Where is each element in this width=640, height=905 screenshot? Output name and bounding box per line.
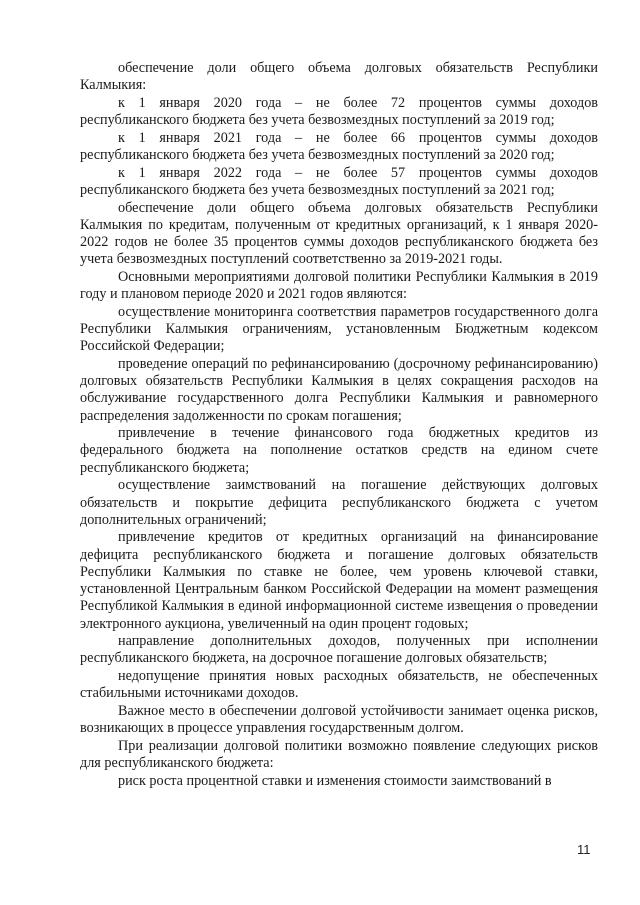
paragraph-monitoring: осуществление мониторинга соответствия параметров государственного долга Республики Калмыкия ограничениям, установленным Бюджетным кодексом Российской Федерации; [80,303,598,355]
paragraph-budget-credits: привлечение в течение финансового года бюджетных кредитов из федерального бюджета на пополнение остатков средств на едином счете республиканского бюджета; [80,425,598,476]
paragraph-debt-share: обеспечение доли общего объема долговых обязательств Республики Калмыкия: [80,60,598,94]
paragraph-risks-intro: При реализации долговой политики возможно появление следующих рисков для республиканского бюджета: [80,737,598,772]
paragraph-refinancing: проведение операций по рефинансированию (досрочному рефинансированию) долговых обязательств Республики Калмыкия в целях сокращения расходов на обслуживание государственного долга Республики Калмыкия и равномерного распределения задолженности по срокам погашения; [80,355,598,424]
paragraph-bank-credits: привлечение кредитов от кредитных организаций на финансирование дефицита республиканского бюджета и погашение долговых обязательств Республики Калмыкия по ставке не более, чем уровень ключевой ставки, установленной Центральным банком Российской Федерации на момент размещения Республикой Калмыкия в единой информационной системе извещения о проведении электронного аукциона, увеличенный на один процент годовых; [80,529,598,632]
paragraph-limit-2020: к 1 января 2020 года – не более 72 процентов суммы доходов республиканского бюджета без учета безвозмездных поступлений за 2019 год; [80,94,598,129]
paragraph-additional-revenue: направление дополнительных доходов, полученных при исполнении республиканского бюджета, на досрочное погашение долговых обязательств; [80,633,598,667]
page-number: 11 [577,842,591,857]
paragraph-borrowings: осуществление заимствований на погашение действующих долговых обязательств и покрытие дефицита республиканского бюджета с учетом дополнительных ограничений; [80,477,598,528]
paragraph-interest-rate-risk: риск роста процентной ставки и изменения стоимости заимствований в [118,772,552,789]
paragraph-limit-2022: к 1 января 2022 года – не более 57 процентов суммы доходов республиканского бюджета без учета безвозмездных поступлений за 2021 год; [80,164,598,198]
body-text [80,60,598,791]
paragraph-limit-2021: к 1 января 2021 года – не более 66 процентов суммы доходов республиканского бюджета без учета безвозмездных поступлений за 2020 год; [80,129,598,164]
paragraph-credit-share: обеспечение доли общего объема долговых обязательств Республики Калмыкия по кредитам, полученным от кредитных организаций, к 1 января 2020-2022 годов не более 35 процентов суммы доходов республиканского бюджета без учета безвозмездных поступлений соответственно за 2019-2021 годы. [80,199,598,268]
paragraph-main-measures: Основными мероприятиями долговой политики Республики Калмыкия в 2019 году и плановом периоде 2020 и 2021 годов являются: [80,268,598,303]
paragraph-no-new-obligations: недопущение принятия новых расходных обязательств, не обеспеченных стабильными источниками доходов. [80,668,598,702]
paragraph-risk-assessment: Важное место в обеспечении долговой устойчивости занимает оценка рисков, возникающих в процессе управления государственным долгом. [80,703,598,737]
